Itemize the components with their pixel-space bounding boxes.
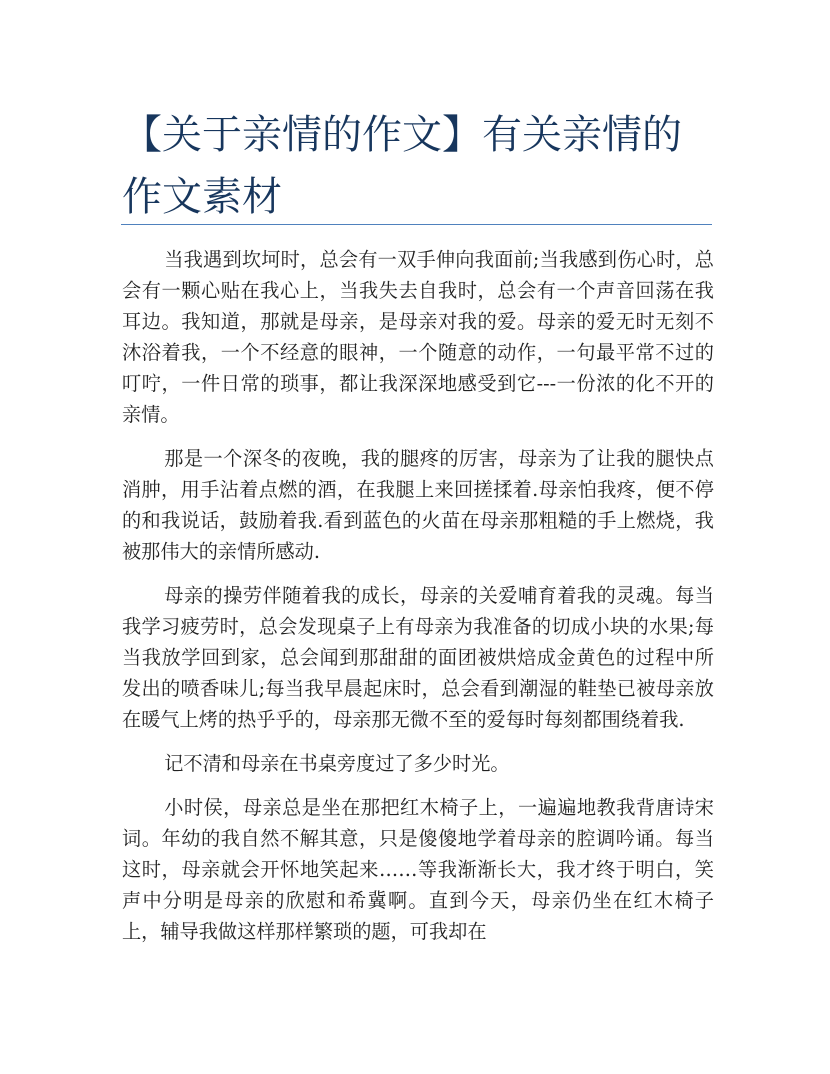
paragraph-3: 母亲的操劳伴随着我的成长，母亲的关爱哺育着我的灵魂。每当我学习疲劳时，总会发现桌子上有母亲为我准备的切成小块的水果;每当我放学回到家，总会闻到那甜甜的面团被烘焙成金黄色的过程中所发出的喷香味儿;每当我早晨起床时，总会看到潮湿的鞋垫已被母亲放在暖气上烤的热乎乎的，母亲那无微不至的爱每时每刻都围绕着我. (122, 584, 714, 731)
document-title: 【关于亲情的作文】有关亲情的作文素材 (122, 112, 682, 220)
title-underline (121, 224, 712, 225)
paragraph-2: 那是一个深冬的夜晚，我的腿疼的厉害，母亲为了让我的腿快点消肿，用手沾着点燃的酒，在我腿上来回搓揉着.母亲怕我疼，便不停的和我说话，鼓励着我.看到蓝色的火苗在母亲那粗糙的手上燃烧，我被那伟大的亲情所感动. (122, 447, 714, 563)
paragraph-1: 当我遇到坎坷时，总会有一双手伸向我面前;当我感到伤心时，总会有一颗心贴在我心上，当我失去自我时，总会有一个声音回荡在我耳边。我知道，那就是母亲，是母亲对我的爱。母亲的爱无时无刻不沐浴着我，一个不经意的眼神，一个随意的动作，一句最平常不过的叮咛，一件日常的琐事，都让我深深地感受到它---一份浓的化不开的亲情。 (122, 248, 714, 426)
document-body (122, 244, 714, 960)
paragraph-5: 小时侯，母亲总是坐在那把红木椅子上，一遍遍地教我背唐诗宋词。年幼的我自然不解其意，只是傻傻地学着母亲的腔调吟诵。每当这时，母亲就会开怀地笑起来……等我渐渐长大，我才终于明白，笑声中分明是母亲的欣慰和希冀啊。直到今天，母亲仍坐在红木椅子上，辅导我做这样那样繁琐的题，可我却在 (122, 796, 714, 943)
paragraph-4: 记不清和母亲在书桌旁度过了多少时光。 (164, 752, 510, 775)
